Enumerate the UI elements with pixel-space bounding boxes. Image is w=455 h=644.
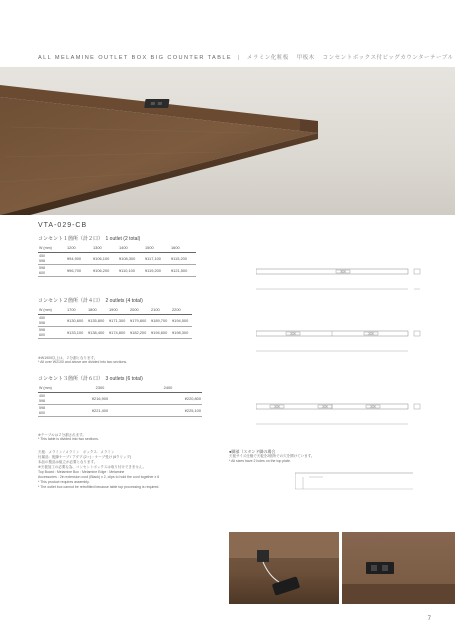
detail-photo-phone-charging <box>229 532 339 604</box>
width-header: 2300 <box>66 383 134 393</box>
diagram-1-label: 3000 <box>340 270 346 274</box>
table-row <box>38 253 196 265</box>
width-header: 1300 <box>92 243 118 253</box>
hero-product-photo <box>0 67 455 215</box>
price-cell: ¥216,900 <box>66 393 134 405</box>
diagram-3-outlets <box>256 398 426 448</box>
diagram-2-outlets <box>256 325 426 375</box>
price-cell: ¥135,800 <box>87 315 108 327</box>
width-header: 2100 <box>150 305 171 315</box>
price-cell: ¥110,100 <box>118 265 144 277</box>
price-cell: ¥96,700 <box>66 265 92 277</box>
width-header: 1400 <box>118 243 144 253</box>
detail-photo-outlet-box <box>342 532 455 604</box>
width-header: 1900 <box>108 305 129 315</box>
price-cell: ¥198,300 <box>171 327 192 339</box>
width-header: 1200 <box>66 243 92 253</box>
section-3-notes: ※テーブルは２分割されます。 * This table is divided into two sections. <box>38 433 99 442</box>
section-2-notes: ※W1900以上は、２分割となります。 * All over W2100 and above are divided into two sections. <box>38 356 128 365</box>
table-row <box>38 265 196 277</box>
price-cell: ¥182,200 <box>129 327 150 339</box>
diagram-3-label-a: 2000 <box>274 405 280 409</box>
price-table-1 <box>38 243 196 277</box>
model-number: VTA-029-CB <box>38 222 88 229</box>
price-cell: ¥106,200 <box>92 265 118 277</box>
unit-label: W (mm) <box>38 383 66 393</box>
price-cell: ¥108,300 <box>118 253 144 265</box>
price-cell: ¥121,500 <box>170 265 196 277</box>
size-cell: 450 598 <box>38 315 66 327</box>
price-cell: ¥106,100 <box>92 253 118 265</box>
size-cell: 598 600 <box>38 265 66 277</box>
width-header: 2000 <box>129 305 150 315</box>
diagram-1-outlet <box>256 263 426 313</box>
width-header: 1500 <box>144 243 170 253</box>
price-cell: ¥117,100 <box>144 253 170 265</box>
table-row <box>38 405 202 417</box>
price-cell: ¥220,800 <box>134 393 202 405</box>
page-number: 7 <box>427 616 431 622</box>
table-header-row <box>38 383 202 393</box>
price-cell: ¥174,800 <box>108 327 129 339</box>
diagram-3-label-b: 2000 <box>322 405 328 409</box>
price-cell: ¥119,200 <box>144 265 170 277</box>
unit-label: W (mm) <box>38 243 66 253</box>
leg-notes-title: ●脚部（スタンド脚の場合 <box>229 449 276 454</box>
size-cell: 450 598 <box>38 393 66 405</box>
price-cell: ¥189,700 <box>150 315 171 327</box>
price-cell: ¥221,400 <box>66 405 134 417</box>
size-cell: 598 600 <box>38 327 66 339</box>
price-table-3 <box>38 383 202 417</box>
width-header: 2400 <box>134 383 202 393</box>
table-illustration <box>0 67 455 215</box>
width-header: 1700 <box>66 305 87 315</box>
size-cell: 450 598 <box>38 253 66 265</box>
price-cell: ¥138,400 <box>87 327 108 339</box>
spec-notes: 天板：メラミン / メラミン ボックス：メラミン 付属品：配線ケーブ / アダプ (2ヶ)・ケーブ受け (6クリップ) 本品の製品は組立が必要となります。 ※天板加工の必要な為、コンセントボックスは取り付けできません。 Top Board : Melamine Box : Melamine Edge : Melamine Accessories : 2in extension cord (Black) x 2, clips to hold the cord together x 6 * This product requires assembly. * The outlet box cannot be retrofitted because table top processing is required. <box>38 450 160 489</box>
size-cell: 598 600 <box>38 405 66 417</box>
diagram-2-label-b: 2000 <box>368 332 374 336</box>
price-cell: ¥115,200 <box>170 253 196 265</box>
price-cell: ¥133,100 <box>66 327 87 339</box>
table-row <box>38 393 202 405</box>
header-title: ALL MELAMINE OUTLET BOX BIG COUNTER TABLE <box>38 55 232 61</box>
section-3-heading: コンセント３箇所（計６口） 3 outlets (6 total) <box>38 376 143 382</box>
price-cell: ¥179,800 <box>129 315 150 327</box>
page-header <box>38 53 453 61</box>
width-header: 1800 <box>87 305 108 315</box>
table-row <box>38 327 192 339</box>
price-cell: ¥94,900 <box>66 253 92 265</box>
price-cell: ¥171,300 <box>108 315 129 327</box>
price-cell: ¥225,100 <box>134 405 202 417</box>
unit-label: W (mm) <box>38 305 66 315</box>
price-cell: ¥130,600 <box>66 315 87 327</box>
section-1-heading: コンセント１箇所（計２口） 1 outlet (2 total) <box>38 236 141 242</box>
table-header-row <box>38 305 192 315</box>
width-header: 1600 <box>170 243 196 253</box>
table-row <box>38 315 192 327</box>
leg-diagram <box>295 467 415 491</box>
table-header-row <box>38 243 196 253</box>
price-cell: ¥194,500 <box>171 315 192 327</box>
price-table-2 <box>38 305 192 339</box>
header-japanese-title: メラミン化粧板 甲板木 コンセントボックス付ビッグカウンターテーブル <box>246 55 454 61</box>
section-2-heading: コンセント２箇所（計４口） 2 outlets (4 total) <box>38 298 143 304</box>
diagram-3-label-c: 2000 <box>370 405 376 409</box>
diagram-2-label-a: 2000 <box>290 332 296 336</box>
price-cell: ¥194,600 <box>150 327 171 339</box>
header-separator: | <box>237 55 241 61</box>
width-header: 2200 <box>171 305 192 315</box>
leg-notes: ●脚部（スタンド脚の場合 天板サイズ仕様で天板を2個所での穴を開けています。 * All sizes have 2 holes on the top plate. <box>229 449 315 463</box>
